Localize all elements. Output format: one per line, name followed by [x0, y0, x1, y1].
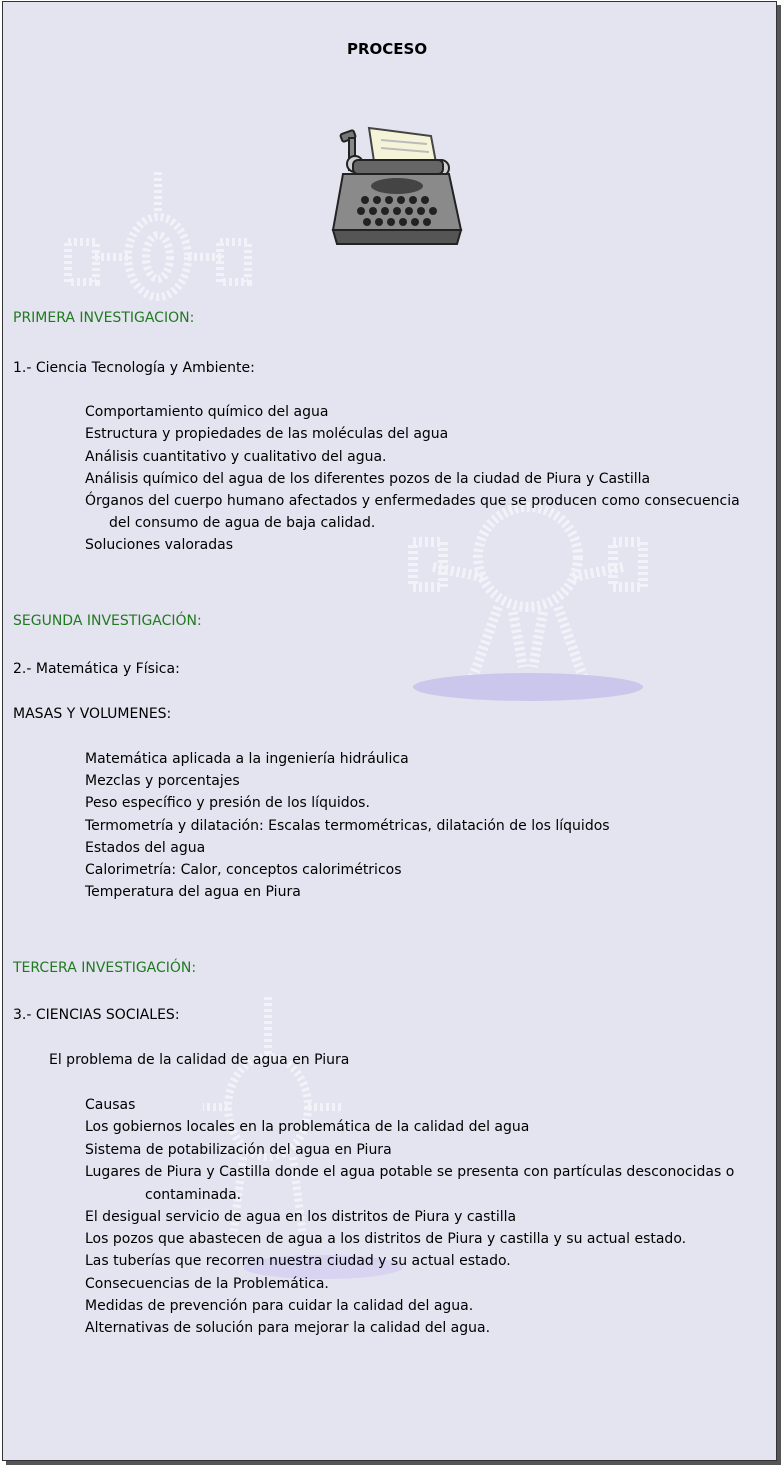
section-heading-3: TERCERA INVESTIGACIÓN:	[13, 960, 197, 976]
section-subject-3: 3.- CIENCIAS SOCIALES:	[13, 1007, 180, 1023]
section-subject-1: 1.- Ciencia Tecnología y Ambiente:	[13, 360, 255, 376]
list-item: Estructura y propiedades de las moléculas del agua	[85, 426, 449, 442]
list-item: Estados del agua	[85, 840, 206, 856]
list-item: Soluciones valoradas	[85, 537, 234, 553]
list-item: Peso específico y presión de los líquidos.	[85, 795, 370, 811]
section-subheading-3: El problema de la calidad de agua en Piura	[49, 1052, 350, 1068]
list-item: Análisis cuantitativo y cualitativo del agua.	[85, 449, 387, 465]
list-item: contaminada.	[145, 1187, 242, 1203]
list-item: Consecuencias de la Problemática.	[85, 1276, 329, 1292]
list-item: del consumo de agua de baja calidad.	[109, 515, 376, 531]
list-item: Alternativas de solución para mejorar la calidad del agua.	[85, 1320, 491, 1336]
section-subheading-2: MASAS Y VOLUMENES:	[13, 706, 172, 722]
list-item: El desigual servicio de agua en los distritos de Piura y castilla	[85, 1209, 517, 1225]
section-subject-2: 2.- Matemática y Física:	[13, 661, 180, 677]
list-item: Órganos del cuerpo humano afectados y enfermedades que se producen como consecuencia	[85, 493, 740, 509]
watermark-figure-icon	[403, 487, 653, 707]
list-item: Las tuberías que recorren nuestra ciudad y su actual estado.	[85, 1253, 511, 1269]
section-heading-1: PRIMERA INVESTIGACION:	[13, 310, 195, 326]
list-item: Calorimetría: Calor, conceptos calorimétricos	[85, 862, 402, 878]
list-item: Los gobiernos locales en la problemática de la calidad del agua	[85, 1119, 530, 1135]
list-item: Lugares de Piura y Castilla donde el agua potable se presenta con partículas desconocidas o	[85, 1164, 735, 1180]
watermark-robot-icon	[53, 172, 263, 322]
list-item: Sistema de potabilización del agua en Piura	[85, 1142, 392, 1158]
list-item: Los pozos que abastecen de agua a los distritos de Piura y castilla y su actual estado.	[85, 1231, 687, 1247]
page-title: PROCESO	[347, 40, 428, 58]
list-item: Medidas de prevención para cuidar la calidad del agua.	[85, 1298, 474, 1314]
list-item: Termometría y dilatación: Escalas termométricas, dilatación de los líquidos	[85, 818, 610, 834]
section-heading-2: SEGUNDA INVESTIGACIÓN:	[13, 613, 202, 629]
list-item: Temperatura del agua en Piura	[85, 884, 301, 900]
list-item: Causas	[85, 1097, 136, 1113]
document-box	[2, 1, 777, 1461]
list-item: Comportamiento químico del agua	[85, 404, 329, 420]
list-item: Mezclas y porcentajes	[85, 773, 240, 789]
list-item: Matemática aplicada a la ingeniería hidráulica	[85, 751, 409, 767]
typewriter-icon	[331, 126, 463, 250]
list-item: Análisis químico del agua de los diferentes pozos de la ciudad de Piura y Castilla	[85, 471, 651, 487]
